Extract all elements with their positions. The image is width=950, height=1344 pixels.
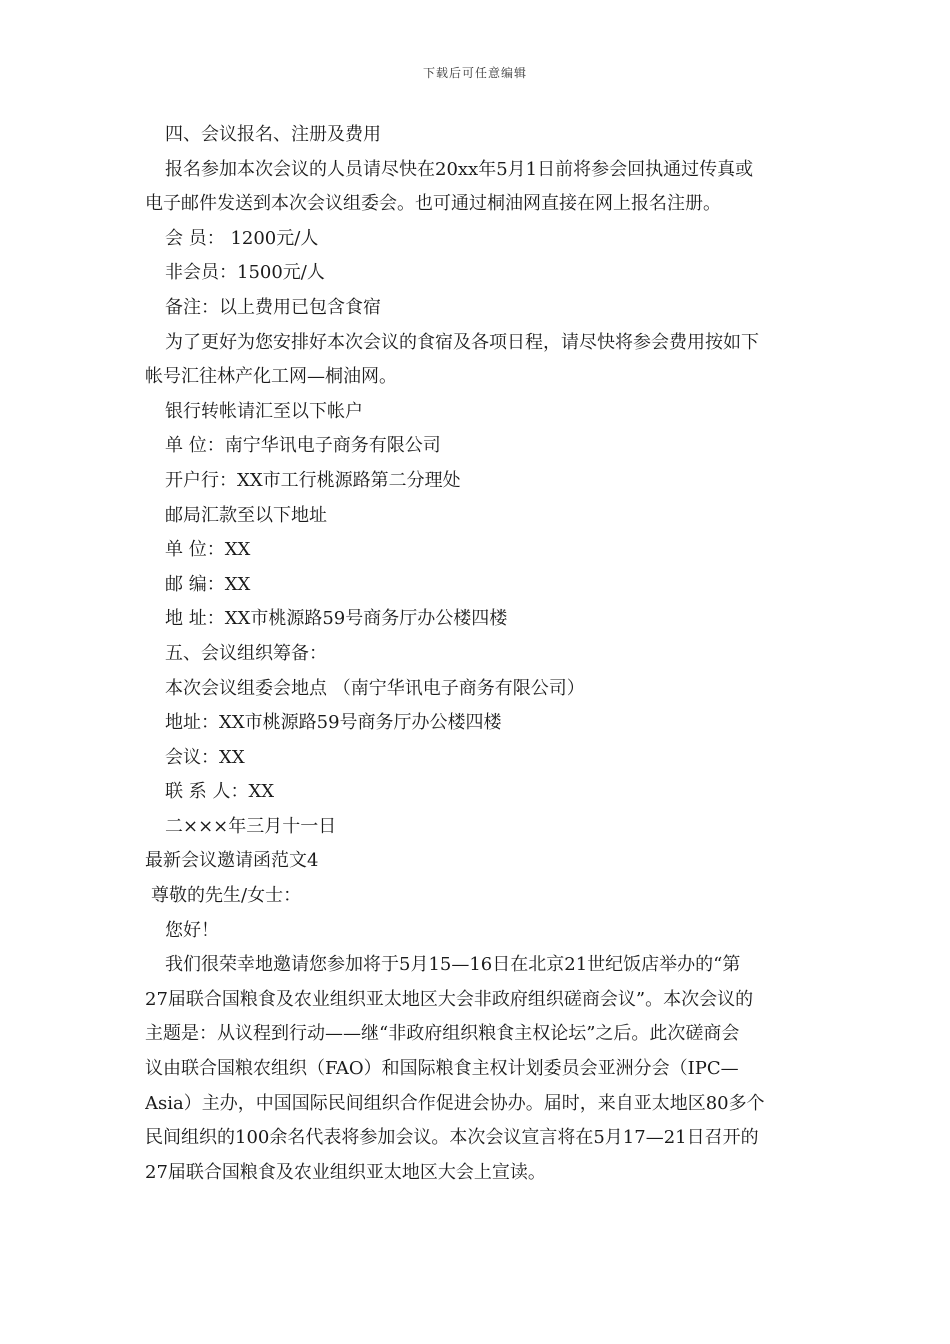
bank-name: 开户行：XX市工行桃源路第二分理处 — [165, 469, 461, 491]
paragraph-line: 民间组织的100余名代表将参加会议。本次会议宣言将在5月17—21日召开的 — [145, 1127, 759, 1149]
postal-heading: 邮局汇款至以下地址 — [165, 504, 327, 526]
document-body — [145, 118, 807, 1190]
postal-code: 邮 编：XX — [165, 573, 251, 595]
paragraph-line: 议由联合国粮农组织（FAO）和国际粮食主权计划委员会亚洲分会（IPC— — [145, 1058, 739, 1080]
text-line: 报名参加本次会议的人员请尽快在20xx年5月1日前将参会回执通过传真或 — [165, 158, 754, 180]
paragraph-line: Asia）主办，中国国际民间组织合作促进会协办。届时，来自亚太地区80多个 — [145, 1092, 765, 1114]
organizer-location: 本次会议组委会地点 （南宁华讯电子商务有限公司） — [165, 677, 585, 699]
text-line: 帐号汇往林产化工网—桐油网。 — [145, 366, 397, 388]
paragraph-line: 我们很荣幸地邀请您参加将于5月15—16日在北京21世纪饭店举办的“第 — [165, 954, 741, 976]
text-line: 为了更好为您安排好本次会议的食宿及各项日程，请尽快将参会费用按如下 — [165, 331, 759, 353]
fee-non-member: 非会员：1500元/人 — [165, 262, 325, 284]
invitation-paragraph — [145, 948, 807, 1190]
postal-address: 地 址：XX市桃源路59号商务厅办公楼四楼 — [165, 608, 508, 630]
bank-unit: 单 位：南宁华讯电子商务有限公司 — [165, 435, 441, 457]
paragraph-line: 27届联合国粮食及农业组织亚太地区大会非政府组织磋商会议”。本次会议的 — [145, 988, 754, 1010]
fee-note: 备注：以上费用已包含食宿 — [165, 296, 381, 318]
paragraph-line: 主题是：从议程到行动——继“非政府组织粮食主权论坛”之后。此次磋商会 — [145, 1023, 740, 1045]
postal-unit: 单 位：XX — [165, 539, 251, 561]
text-line: 电子邮件发送到本次会议组委会。也可通过桐油网直接在网上报名注册。 — [145, 193, 721, 215]
paragraph-line: 27届联合国粮食及农业组织亚太地区大会上宣读。 — [145, 1161, 546, 1183]
document-date: 二×××年三月十一日 — [165, 815, 337, 837]
header-note: 下载后可任意编辑 — [422, 66, 527, 80]
article-title: 最新会议邀请函范文4 — [145, 850, 319, 872]
salutation: 尊敬的先生/女士： — [151, 885, 302, 907]
section-heading-organization: 五、会议组织筹备： — [165, 642, 327, 664]
meeting-contact: 会议：XX — [165, 746, 245, 768]
contact-person: 联 系 人：XX — [165, 781, 275, 803]
greeting: 您好！ — [165, 919, 219, 941]
fee-member: 会 员： 1200元/人 — [165, 227, 319, 249]
bank-transfer-heading: 银行转帐请汇至以下帐户 — [165, 400, 363, 422]
organizer-address: 地址：XX市桃源路59号商务厅办公楼四楼 — [165, 712, 502, 734]
section-heading-registration: 四、会议报名、注册及费用 — [165, 124, 381, 145]
